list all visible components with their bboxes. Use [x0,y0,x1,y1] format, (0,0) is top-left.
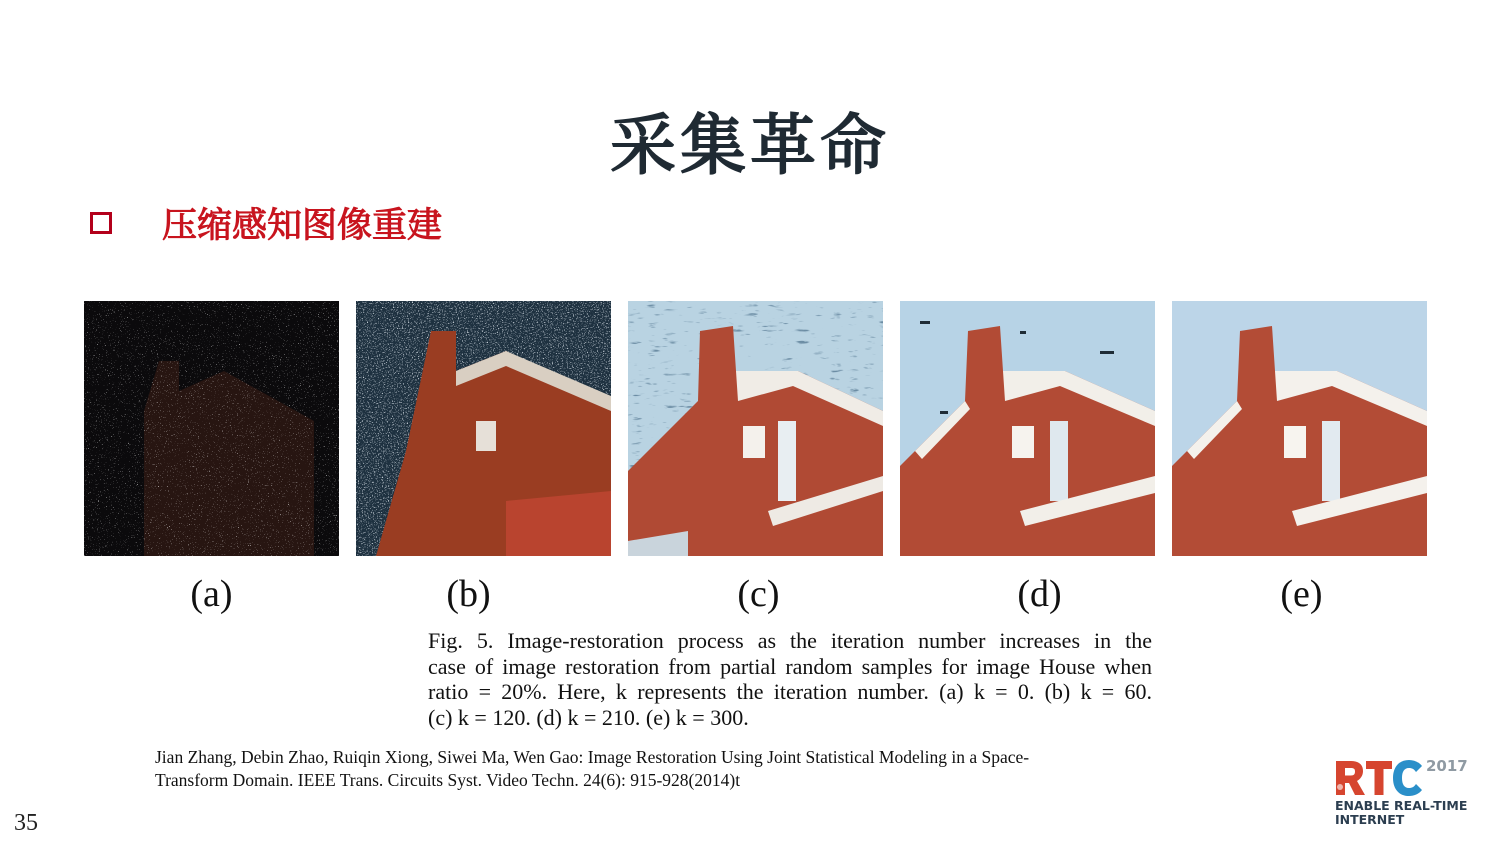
logo-tagline-line-2: INTERNET [1335,812,1405,827]
figure-panel-a [84,301,339,556]
figure-panel-d [900,301,1155,556]
figure-panel-c [628,301,883,556]
figure-caption [428,628,1152,730]
panel-label-d: (d) [1017,573,1062,615]
rtc-logo-mark-icon [1334,757,1426,799]
rtc-logo [1334,757,1474,829]
caption-line: Fig. 5. Image-restoration process as the iteration number increases in the [428,628,1152,653]
citation-line-1: Jian Zhang, Debin Zhao, Ruiqin Xiong, Siwei Ma, Wen Gao: Image Restoration Using Joint Statistical Modeling in a Space- [155,747,1030,767]
panel-label-a: (a) [190,573,233,615]
panel-label-c: (c) [737,573,780,615]
logo-year: 2017 [1426,757,1468,775]
bullet-text: 压缩感知图像重建 [162,206,443,246]
citation-line-2: Transform Domain. IEEE Trans. Circuits Syst. Video Techn. 24(6): 915-928(2014)t [155,770,741,790]
citation [155,746,1115,792]
caption-line: ratio = 20%. Here, k represents the iteration number. (a) k = 0. (b) k = 60. [428,679,1152,704]
caption-line: case of image restoration from partial random samples for image House when [428,653,1152,679]
caption-line: (c) k = 120. (d) k = 210. (e) k = 300. [428,704,749,730]
panel-label-e: (e) [1280,573,1323,615]
bullet-item [90,198,442,248]
square-bullet-icon [90,212,112,234]
logo-tagline-line-1: ENABLE REAL-TIME [1335,798,1468,813]
slide-title: 采集革命 [610,107,890,184]
logo-tagline [1335,799,1467,827]
panel-label-b: (b) [446,573,491,615]
figure-panel-b [356,301,611,556]
page-number: 35 [14,810,38,836]
figure-panel-e [1172,301,1427,556]
